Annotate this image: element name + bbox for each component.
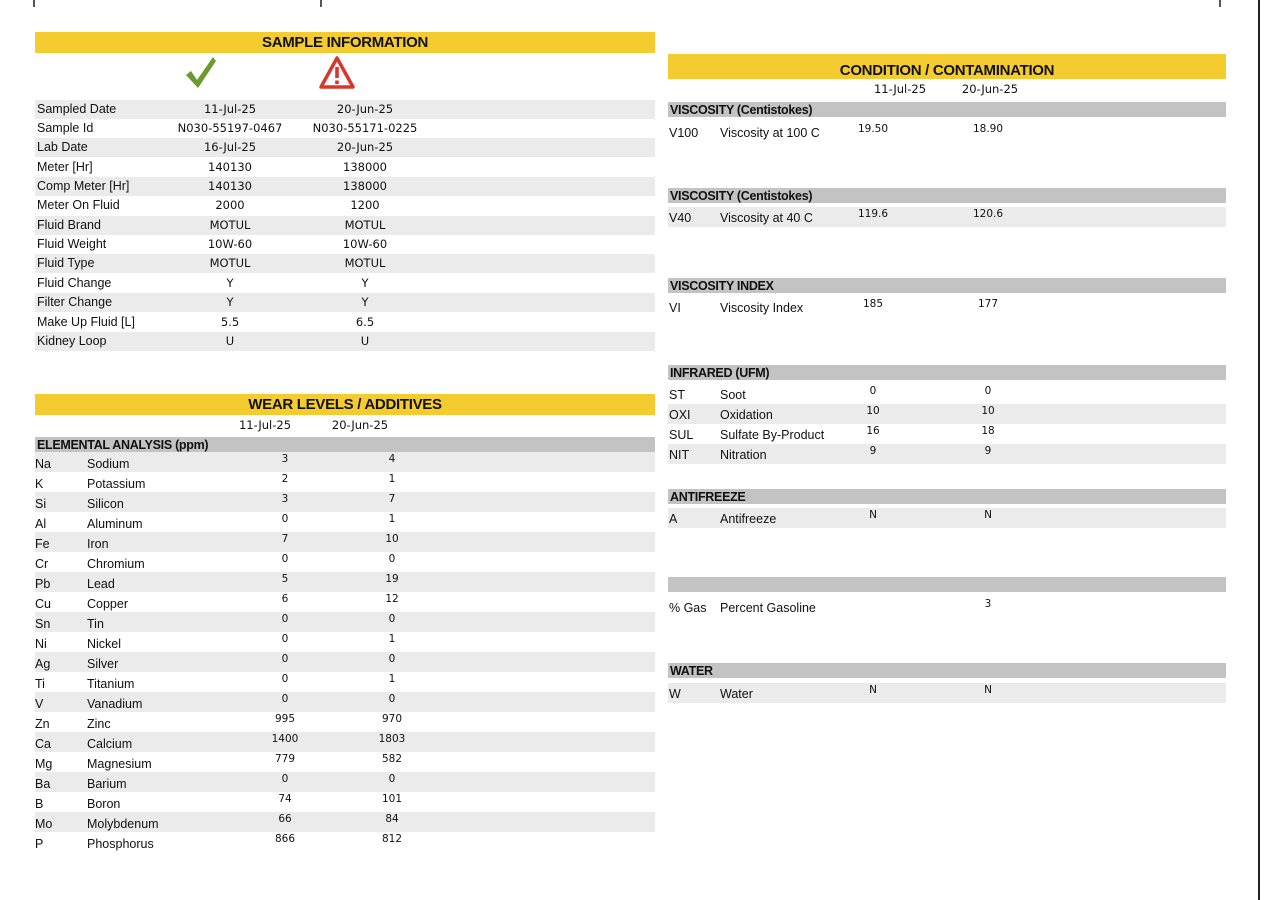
value-current: 995: [274, 713, 296, 725]
element-row: [35, 832, 655, 852]
sample-row: [35, 274, 655, 293]
condition-contamination-header: CONDITION / CONTAMINATION: [668, 54, 1226, 79]
value-previous: 10: [981, 405, 995, 417]
value-current: 19.50: [857, 123, 889, 135]
elemental-analysis-header: ELEMENTAL ANALYSIS (ppm): [35, 437, 655, 452]
value-current: 11-Jul-25: [203, 102, 257, 116]
value-previous: 0: [388, 773, 396, 785]
element-row: [35, 752, 655, 772]
value-current: N: [869, 684, 877, 696]
value-previous: N: [984, 509, 992, 521]
value-previous: 1: [388, 513, 396, 525]
row-label: Meter On Fluid: [37, 198, 120, 212]
sample-row: [35, 158, 655, 177]
test-row: [668, 508, 1226, 528]
value-previous: 177: [977, 298, 999, 310]
element-row: [35, 652, 655, 672]
value-previous: 12: [385, 593, 399, 605]
value-previous: 3: [984, 598, 992, 610]
test-name: Oxidation: [720, 408, 773, 422]
value-previous: 138000: [343, 160, 387, 174]
element-name: Silver: [87, 657, 119, 671]
element-symbol: Zn: [35, 717, 50, 731]
test-name: Nitration: [720, 448, 767, 462]
element-symbol: Ba: [35, 777, 51, 791]
value-previous: Y: [361, 276, 369, 290]
value-current: Y: [226, 276, 234, 290]
value-current: 16: [866, 425, 880, 437]
row-label: Lab Date: [37, 140, 88, 154]
section-header: VISCOSITY (Centistokes): [668, 102, 1226, 117]
value-previous: 1: [388, 473, 396, 485]
value-current: 0: [281, 613, 289, 625]
value-previous: 0: [388, 553, 396, 565]
value-current: 6: [281, 593, 289, 605]
element-name: Lead: [87, 577, 115, 591]
element-name: Sodium: [87, 457, 130, 471]
element-name: Tin: [87, 617, 104, 631]
value-current: 2000: [215, 198, 245, 212]
row-label: Comp Meter [Hr]: [37, 179, 130, 193]
element-row: [35, 632, 655, 652]
element-symbol: K: [35, 477, 44, 491]
element-name: Barium: [87, 777, 127, 791]
value-current: MOTUL: [209, 218, 251, 232]
value-current: 74: [278, 793, 292, 805]
element-symbol: Ti: [35, 677, 45, 691]
element-name: Vanadium: [87, 697, 143, 711]
value-previous: 19: [385, 573, 399, 585]
element-name: Copper: [87, 597, 128, 611]
check-mark-icon: [185, 56, 217, 90]
value-current: 140130: [208, 179, 252, 193]
element-row: [35, 712, 655, 732]
value-previous: 18: [981, 425, 995, 437]
value-previous: 970: [381, 713, 403, 725]
test-code: V40: [669, 211, 692, 225]
row-label: Meter [Hr]: [37, 160, 93, 174]
value-current: 10: [866, 405, 880, 417]
value-previous: 582: [381, 753, 403, 765]
page-border: [1258, 0, 1260, 900]
element-row: [35, 792, 655, 812]
row-label: Fluid Change: [37, 276, 112, 290]
element-symbol: Cu: [35, 597, 51, 611]
test-code: OXI: [669, 408, 691, 422]
value-previous: 0: [388, 693, 396, 705]
element-row: [35, 692, 655, 712]
element-row: [35, 772, 655, 792]
test-row: [668, 683, 1226, 703]
test-row: [668, 444, 1226, 464]
element-name: Aluminum: [87, 517, 143, 531]
sample-row: [35, 196, 655, 215]
sample-row: [35, 216, 655, 235]
element-row: [35, 812, 655, 832]
value-current: 2: [281, 473, 289, 485]
value-previous: Y: [361, 295, 369, 309]
row-label: Kidney Loop: [37, 334, 107, 348]
test-row: [668, 597, 1226, 617]
element-name: Molybdenum: [87, 817, 159, 831]
element-name: Magnesium: [87, 757, 152, 771]
sample-row: [35, 313, 655, 332]
value-current: N: [869, 509, 877, 521]
test-name: Viscosity at 100 C: [720, 126, 820, 140]
test-code: SUL: [669, 428, 694, 442]
condition-date-previous: 20-Jun-25: [961, 82, 1019, 96]
sample-row: [35, 332, 655, 351]
value-previous: 9: [984, 445, 992, 457]
element-name: Chromium: [87, 557, 145, 571]
sample-row: [35, 119, 655, 138]
value-current: 0: [281, 773, 289, 785]
element-symbol: V: [35, 697, 44, 711]
sample-row: [35, 254, 655, 273]
warning-triangle-icon: [319, 56, 355, 89]
row-label: Make Up Fluid [L]: [37, 315, 135, 329]
section-header: VISCOSITY INDEX: [668, 278, 1226, 293]
value-current: 1400: [271, 733, 299, 745]
element-symbol: Na: [35, 457, 51, 471]
element-name: Silicon: [87, 497, 124, 511]
value-current: 0: [281, 653, 289, 665]
value-previous: 7: [388, 493, 396, 505]
element-row: [35, 452, 655, 472]
value-previous: 20-Jun-25: [336, 102, 394, 116]
row-label: Fluid Weight: [37, 237, 107, 251]
value-previous: 1200: [350, 198, 380, 212]
value-current: 16-Jul-25: [203, 140, 257, 154]
value-previous: 1: [388, 633, 396, 645]
element-symbol: P: [35, 837, 44, 851]
row-label: Sampled Date: [37, 102, 117, 116]
section-header: ANTIFREEZE: [668, 489, 1226, 504]
value-current: 10W-60: [207, 237, 253, 251]
sample-row: [35, 177, 655, 196]
value-current: 0: [281, 673, 289, 685]
page-tick-mark: [1219, 0, 1221, 7]
test-code: A: [669, 512, 678, 526]
test-row: [668, 384, 1226, 404]
value-previous: N030-55171-0225: [312, 121, 418, 135]
value-previous: 18.90: [972, 123, 1004, 135]
value-previous: MOTUL: [344, 218, 386, 232]
test-name: Antifreeze: [720, 512, 777, 526]
element-row: [35, 672, 655, 692]
element-symbol: Fe: [35, 537, 50, 551]
element-row: [35, 472, 655, 492]
value-current: 140130: [208, 160, 252, 174]
page-tick-mark: [33, 0, 35, 7]
value-current: 7: [281, 533, 289, 545]
value-current: 0: [281, 633, 289, 645]
element-symbol: Mg: [35, 757, 53, 771]
element-symbol: Si: [35, 497, 47, 511]
test-code: W: [669, 687, 681, 701]
element-row: [35, 552, 655, 572]
element-row: [35, 532, 655, 552]
value-previous: 10W-60: [342, 237, 388, 251]
value-previous: 120.6: [972, 208, 1004, 220]
test-name: Percent Gasoline: [720, 601, 816, 615]
element-name: Calcium: [87, 737, 133, 751]
sample-row: [35, 100, 655, 119]
row-label: Filter Change: [37, 295, 113, 309]
test-name: Water: [720, 687, 753, 701]
value-current: 0: [281, 513, 289, 525]
value-previous: 10: [385, 533, 399, 545]
row-label: Sample Id: [37, 121, 94, 135]
sample-row: [35, 293, 655, 312]
value-current: 119.6: [857, 208, 889, 220]
sample-row: [35, 235, 655, 254]
value-previous: 1803: [378, 733, 406, 745]
wear-date-previous: 20-Jun-25: [331, 418, 389, 432]
element-name: Phosphorus: [87, 837, 154, 851]
value-current: N030-55197-0467: [177, 121, 283, 135]
value-current: Y: [226, 295, 234, 309]
element-symbol: Mo: [35, 817, 53, 831]
section-header: WATER: [668, 663, 1226, 678]
test-code: ST: [669, 388, 685, 402]
value-previous: U: [360, 334, 370, 348]
value-previous: 138000: [343, 179, 387, 193]
element-name: Nickel: [87, 637, 122, 651]
value-previous: 20-Jun-25: [336, 140, 394, 154]
sample-row: [35, 138, 655, 157]
element-row: [35, 732, 655, 752]
value-previous: 0: [388, 653, 396, 665]
value-current: 3: [281, 453, 289, 465]
section-header: VISCOSITY (Centistokes): [668, 188, 1226, 203]
element-name: Potassium: [87, 477, 146, 491]
element-name: Boron: [87, 797, 121, 811]
element-name: Iron: [87, 537, 109, 551]
test-name: Viscosity at 40 C: [720, 211, 813, 225]
wear-date-current: 11-Jul-25: [238, 418, 292, 432]
element-name: Zinc: [87, 717, 111, 731]
page-tick-mark: [320, 0, 322, 7]
value-current: 0: [869, 385, 877, 397]
value-current: 779: [274, 753, 296, 765]
section-header: [668, 577, 1226, 592]
value-current: U: [225, 334, 235, 348]
wear-levels-header: WEAR LEVELS / ADDITIVES: [35, 394, 655, 415]
element-row: [35, 492, 655, 512]
row-label: Fluid Brand: [37, 218, 101, 232]
value-current: 0: [281, 693, 289, 705]
element-symbol: Ag: [35, 657, 51, 671]
value-previous: 0: [984, 385, 992, 397]
section-header: INFRARED (UFM): [668, 365, 1226, 380]
element-row: [35, 612, 655, 632]
element-symbol: B: [35, 797, 44, 811]
condition-date-current: 11-Jul-25: [873, 82, 927, 96]
element-symbol: Cr: [35, 557, 49, 571]
value-previous: 84: [385, 813, 399, 825]
element-symbol: Ca: [35, 737, 51, 751]
test-name: Soot: [720, 388, 746, 402]
value-current: 66: [278, 813, 292, 825]
test-code: V100: [669, 126, 699, 140]
element-row: [35, 592, 655, 612]
value-previous: MOTUL: [344, 256, 386, 270]
sample-information-header: SAMPLE INFORMATION: [35, 32, 655, 53]
value-previous: 4: [388, 453, 396, 465]
value-current: 0: [281, 553, 289, 565]
value-current: 5: [281, 573, 289, 585]
test-code: % Gas: [669, 601, 707, 615]
value-current: 866: [274, 833, 296, 845]
test-row: [668, 404, 1226, 424]
element-row: [35, 572, 655, 592]
value-previous: 101: [381, 793, 403, 805]
value-previous: N: [984, 684, 992, 696]
test-code: NIT: [669, 448, 690, 462]
row-label: Fluid Type: [37, 256, 95, 270]
value-previous: 1: [388, 673, 396, 685]
value-previous: 812: [381, 833, 403, 845]
element-row: [35, 512, 655, 532]
value-current: 185: [862, 298, 884, 310]
test-row: [668, 207, 1226, 227]
test-row: [668, 424, 1226, 444]
element-name: Titanium: [87, 677, 135, 691]
value-current: 9: [869, 445, 877, 457]
element-symbol: Sn: [35, 617, 51, 631]
value-previous: 6.5: [355, 315, 375, 329]
value-previous: 0: [388, 613, 396, 625]
element-symbol: Al: [35, 517, 47, 531]
element-symbol: Pb: [35, 577, 51, 591]
test-code: VI: [669, 301, 681, 315]
element-symbol: Ni: [35, 637, 47, 651]
test-name: Sulfate By-Product: [720, 428, 825, 442]
test-name: Viscosity Index: [720, 301, 804, 315]
test-row: [668, 297, 1226, 317]
value-current: 5.5: [220, 315, 240, 329]
value-current: 3: [281, 493, 289, 505]
test-row: [668, 122, 1226, 142]
value-current: MOTUL: [209, 256, 251, 270]
